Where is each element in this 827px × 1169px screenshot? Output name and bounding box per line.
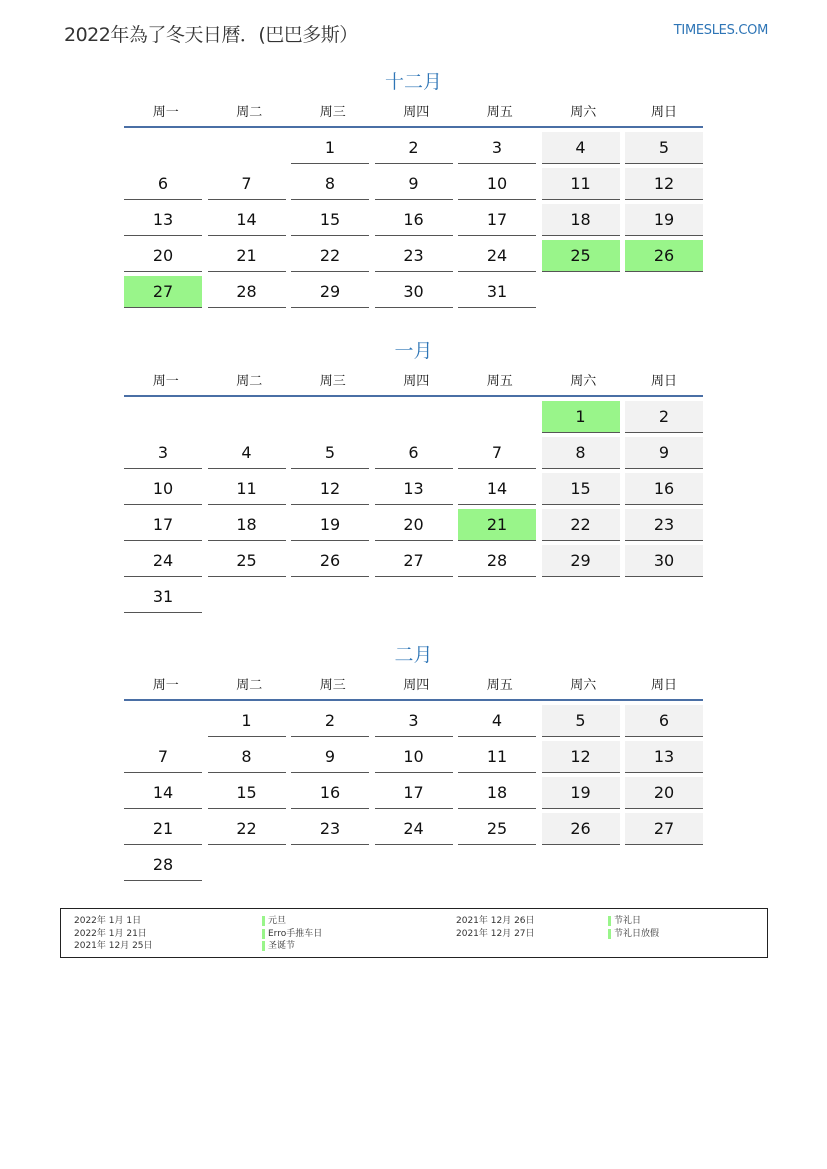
empty-cell xyxy=(124,705,202,737)
weekday-label: 周五 xyxy=(486,678,513,693)
day-cell: 22 xyxy=(208,813,286,845)
empty-cell xyxy=(458,581,536,613)
empty-cell xyxy=(124,401,202,433)
day-cell: 23 xyxy=(375,240,453,272)
empty-cell xyxy=(375,401,453,433)
day-cell: 3 xyxy=(458,132,536,164)
day-cell: 11 xyxy=(458,741,536,773)
weekday-header xyxy=(124,673,703,701)
day-cell: 15 xyxy=(208,777,286,809)
day-cell: 18 xyxy=(208,509,286,541)
day-cell: 10 xyxy=(458,168,536,200)
empty-cell xyxy=(458,849,536,881)
empty-cell xyxy=(375,581,453,613)
month-december xyxy=(124,68,703,312)
weekend-day-cell: 23 xyxy=(625,509,703,541)
holiday-day-cell: 27 xyxy=(124,276,202,308)
weekend-day-cell: 5 xyxy=(625,132,703,164)
day-cell: 13 xyxy=(124,204,202,236)
day-cell: 21 xyxy=(208,240,286,272)
day-cell: 5 xyxy=(291,437,369,469)
day-cell: 17 xyxy=(124,509,202,541)
day-cell: 20 xyxy=(375,509,453,541)
day-cell: 10 xyxy=(124,473,202,505)
weekend-day-cell: 8 xyxy=(542,437,620,469)
weekend-day-cell: 12 xyxy=(625,168,703,200)
weekend-day-cell: 11 xyxy=(542,168,620,200)
weekday-label: 周三 xyxy=(319,374,346,389)
day-cell: 19 xyxy=(291,509,369,541)
day-cell: 28 xyxy=(208,276,286,308)
month-title: 二月 xyxy=(394,644,433,666)
day-cell: 22 xyxy=(291,240,369,272)
day-cell: 18 xyxy=(458,777,536,809)
weekend-day-cell: 18 xyxy=(542,204,620,236)
site-link[interactable]: TIMESLES.COM xyxy=(673,23,768,38)
weekday-label: 周一 xyxy=(152,374,179,389)
month-title: 一月 xyxy=(394,340,433,362)
day-cell: 25 xyxy=(458,813,536,845)
legend-color-marker xyxy=(608,916,611,926)
day-cell: 29 xyxy=(291,276,369,308)
day-cell: 21 xyxy=(124,813,202,845)
weekday-label: 周一 xyxy=(152,678,179,693)
holiday-day-cell: 21 xyxy=(458,509,536,541)
legend-holiday-name: Erro手推车日 xyxy=(268,928,323,939)
week-row xyxy=(124,813,703,849)
empty-cell xyxy=(291,401,369,433)
empty-cell xyxy=(124,132,202,164)
day-cell: 28 xyxy=(458,545,536,577)
legend-date: 2021年 12月 25日 xyxy=(74,941,153,951)
day-cell: 16 xyxy=(375,204,453,236)
weekend-day-cell: 26 xyxy=(542,813,620,845)
week-row xyxy=(124,741,703,777)
weekday-label: 周六 xyxy=(570,105,597,120)
weekday-label: 周五 xyxy=(486,105,513,120)
day-cell: 10 xyxy=(375,741,453,773)
day-cell: 3 xyxy=(375,705,453,737)
day-cell: 9 xyxy=(375,168,453,200)
legend-holiday-name: 节礼日放假 xyxy=(614,928,660,939)
day-cell: 27 xyxy=(375,545,453,577)
day-cell: 13 xyxy=(375,473,453,505)
empty-cell xyxy=(375,849,453,881)
weekday-label: 周四 xyxy=(403,374,430,389)
empty-cell xyxy=(208,581,286,613)
week-grid xyxy=(124,397,703,617)
day-cell: 11 xyxy=(208,473,286,505)
weekend-day-cell: 27 xyxy=(625,813,703,845)
week-row xyxy=(124,581,703,617)
weekend-day-cell: 5 xyxy=(542,705,620,737)
legend-holiday-name: 节礼日 xyxy=(614,916,642,926)
legend-holiday-name: 圣诞节 xyxy=(268,941,296,951)
legend-date: 2022年 1月 1日 xyxy=(74,916,142,926)
empty-cell xyxy=(625,276,703,308)
weekday-label: 周五 xyxy=(486,374,513,389)
day-cell: 7 xyxy=(208,168,286,200)
empty-cell xyxy=(291,581,369,613)
empty-cell xyxy=(625,581,703,613)
legend-date: 2021年 12月 26日 xyxy=(456,916,535,926)
day-cell: 24 xyxy=(124,545,202,577)
page-title: 2022年為了冬天日曆．(巴巴多斯） xyxy=(64,24,358,46)
week-row xyxy=(124,401,703,437)
weekday-label: 周日 xyxy=(650,105,677,120)
day-cell: 30 xyxy=(375,276,453,308)
weekend-day-cell: 20 xyxy=(625,777,703,809)
empty-cell xyxy=(542,581,620,613)
weekend-day-cell: 16 xyxy=(625,473,703,505)
weekday-label: 周三 xyxy=(319,105,346,120)
day-cell: 1 xyxy=(208,705,286,737)
weekday-label: 周一 xyxy=(152,105,179,120)
month-february xyxy=(124,641,703,885)
weekend-day-cell: 2 xyxy=(625,401,703,433)
day-cell: 2 xyxy=(291,705,369,737)
weekend-day-cell: 4 xyxy=(542,132,620,164)
weekend-day-cell: 13 xyxy=(625,741,703,773)
month-january xyxy=(124,337,703,617)
weekday-label: 周四 xyxy=(403,105,430,120)
weekend-day-cell: 6 xyxy=(625,705,703,737)
day-cell: 20 xyxy=(124,240,202,272)
week-row xyxy=(124,204,703,240)
month-title: 十二月 xyxy=(384,71,442,93)
legend-color-marker xyxy=(262,941,265,951)
day-cell: 24 xyxy=(458,240,536,272)
day-cell: 6 xyxy=(124,168,202,200)
weekend-day-cell: 12 xyxy=(542,741,620,773)
day-cell: 26 xyxy=(291,545,369,577)
day-cell: 14 xyxy=(124,777,202,809)
weekday-label: 周六 xyxy=(570,374,597,389)
legend-date: 2021年 12月 27日 xyxy=(456,928,535,939)
week-row xyxy=(124,240,703,276)
empty-cell xyxy=(458,401,536,433)
legend-date: 2022年 1月 21日 xyxy=(74,928,147,939)
weekday-label: 周六 xyxy=(570,678,597,693)
week-row xyxy=(124,705,703,741)
legend-color-marker xyxy=(262,929,265,939)
week-grid xyxy=(124,701,703,885)
day-cell: 23 xyxy=(291,813,369,845)
day-cell: 1 xyxy=(291,132,369,164)
day-cell: 16 xyxy=(291,777,369,809)
weekday-header xyxy=(124,100,703,128)
weekend-day-cell: 22 xyxy=(542,509,620,541)
holiday-day-cell: 1 xyxy=(542,401,620,433)
legend-item xyxy=(456,915,786,927)
day-cell: 4 xyxy=(208,437,286,469)
empty-cell xyxy=(291,849,369,881)
week-row xyxy=(124,437,703,473)
empty-cell xyxy=(625,849,703,881)
day-cell: 17 xyxy=(458,204,536,236)
week-grid xyxy=(124,128,703,312)
weekend-day-cell: 15 xyxy=(542,473,620,505)
week-row xyxy=(124,509,703,545)
day-cell: 7 xyxy=(458,437,536,469)
legend-item xyxy=(74,928,404,940)
day-cell: 3 xyxy=(124,437,202,469)
day-cell: 9 xyxy=(291,741,369,773)
weekday-label: 周三 xyxy=(319,678,346,693)
week-row xyxy=(124,168,703,204)
legend-color-marker xyxy=(608,929,611,939)
day-cell: 12 xyxy=(291,473,369,505)
day-cell: 14 xyxy=(458,473,536,505)
legend-item xyxy=(74,940,404,952)
holiday-day-cell: 26 xyxy=(625,240,703,272)
week-row xyxy=(124,545,703,581)
weekday-label: 周二 xyxy=(236,105,263,120)
legend-item xyxy=(74,915,404,927)
day-cell: 8 xyxy=(291,168,369,200)
day-cell: 24 xyxy=(375,813,453,845)
day-cell: 4 xyxy=(458,705,536,737)
day-cell: 8 xyxy=(208,741,286,773)
weekday-label: 周二 xyxy=(236,374,263,389)
holiday-legend xyxy=(60,908,768,958)
day-cell: 2 xyxy=(375,132,453,164)
weekend-day-cell: 30 xyxy=(625,545,703,577)
day-cell: 17 xyxy=(375,777,453,809)
week-row xyxy=(124,276,703,312)
weekday-label: 周日 xyxy=(650,374,677,389)
legend-color-marker xyxy=(262,916,265,926)
day-cell: 14 xyxy=(208,204,286,236)
week-row xyxy=(124,132,703,168)
legend-holiday-name: 元旦 xyxy=(268,916,287,926)
holiday-day-cell: 25 xyxy=(542,240,620,272)
weekday-label: 周四 xyxy=(403,678,430,693)
week-row xyxy=(124,777,703,813)
weekend-day-cell: 19 xyxy=(625,204,703,236)
weekend-day-cell: 19 xyxy=(542,777,620,809)
weekday-label: 周二 xyxy=(236,678,263,693)
empty-cell xyxy=(542,849,620,881)
weekend-day-cell: 29 xyxy=(542,545,620,577)
weekday-header xyxy=(124,369,703,397)
week-row xyxy=(124,473,703,509)
day-cell: 15 xyxy=(291,204,369,236)
weekend-day-cell: 9 xyxy=(625,437,703,469)
legend-item xyxy=(456,928,786,940)
day-cell: 28 xyxy=(124,849,202,881)
empty-cell xyxy=(208,849,286,881)
empty-cell xyxy=(542,276,620,308)
day-cell: 31 xyxy=(124,581,202,613)
day-cell: 7 xyxy=(124,741,202,773)
empty-cell xyxy=(208,132,286,164)
empty-cell xyxy=(208,401,286,433)
weekday-label: 周日 xyxy=(650,678,677,693)
day-cell: 31 xyxy=(458,276,536,308)
week-row xyxy=(124,849,703,885)
day-cell: 6 xyxy=(375,437,453,469)
day-cell: 25 xyxy=(208,545,286,577)
